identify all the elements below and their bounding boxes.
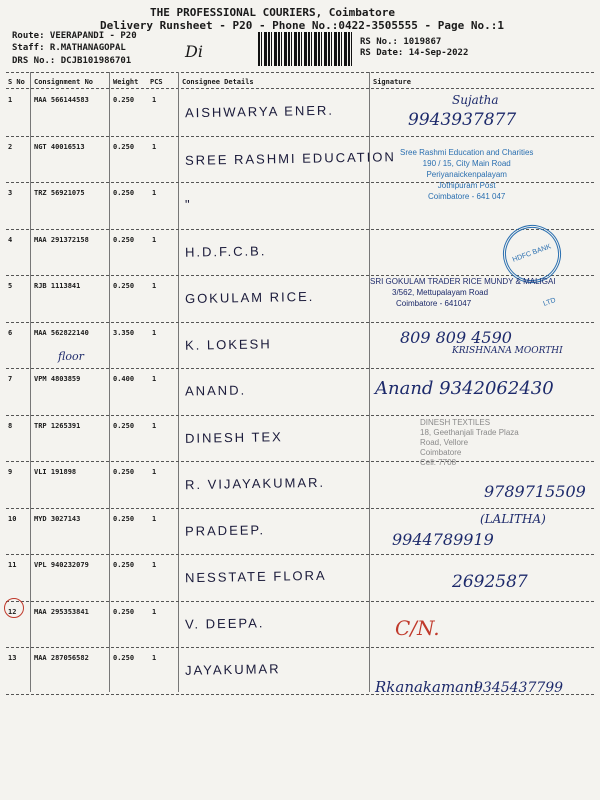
row-pcs: 1 [152,189,157,197]
row-sno: 3 [8,189,13,197]
sig-r13-name: Rkanakamani [375,678,479,696]
row-weight: 0.250 [113,468,135,476]
note-r6: floor [58,350,84,363]
route-label: Route: VEERAPANDI - P20 [12,31,137,41]
header-rule [6,72,594,73]
sig-r6-name: KRISHNANA MOORTHI [452,346,563,356]
row-pcs: 1 [152,468,157,476]
row-consignee: PRADEEP. [184,521,266,539]
dinesh-stamp: DINESH TEXTILES 18, Geethanjali Trade Plaza Road, Vellore Coimbatore Cell: 7708 [420,418,519,467]
row-consignment-no: TRZ 56921075 [34,189,85,197]
row-consignee: V. DEEPA. [184,614,265,632]
row-consignment-no: NGT 40016513 [34,142,85,151]
row-consignee: SREE RASHMI EDUCATION [184,148,396,168]
row-sno: 9 [8,468,13,476]
row-consignment-no: MAA 287056582 [34,654,89,662]
sig-r11: 2692587 [452,572,528,592]
row-sno: 1 [8,96,13,104]
row-sno: 5 [8,282,13,290]
row-weight: 0.250 [113,607,135,616]
row-pcs: 1 [152,96,157,104]
row-consignment-no: VPL 940232079 [34,561,89,569]
row-sno: 7 [8,375,13,383]
row-consignee: K. LOKESH [184,335,272,353]
row-sno: 13 [8,654,17,662]
bank-stamp: HDFC BANK LTD [495,217,569,291]
row-12-circle-mark [4,598,24,618]
row-consignment-no: VLI 191898 [34,468,77,476]
row-consignee: " [184,196,192,213]
row-consignment-no: MYD 3027143 [34,514,81,523]
row-weight: 0.250 [113,96,135,104]
sig-r12: C/N. [395,616,440,640]
header-rule-bottom [6,88,594,89]
row-sno: 6 [8,328,13,337]
row-weight: 0.250 [113,421,135,430]
table-row [0,602,600,648]
row-pcs: 1 [152,654,157,662]
row-weight: 0.250 [113,654,135,662]
row-pcs: 1 [152,607,157,616]
row-pcs: 1 [152,142,157,151]
row-sno: 2 [8,142,13,151]
row-weight: 0.250 [113,189,135,197]
row-consignment-no: RJB 1113841 [34,282,81,290]
col-pcs: PCS [150,78,163,86]
row-consignee: H.D.F.C.B. [184,242,267,260]
row-pcs: 1 [152,328,157,337]
drs-number: DRS No.: DCJB101986701 [12,56,132,66]
sig-r7: Anand 9342062430 [375,378,554,399]
row-pcs: 1 [152,561,157,569]
sig-r6-phone: 809 809 4590 [400,328,512,347]
row-consignee: ANAND. [184,382,247,399]
company-name: THE PROFESSIONAL COURIERS, Coimbatore [150,6,396,19]
rashmi-stamp: Sree Rashmi Education and Charities 190 / 15, City Main Road Periyanaickenpalayam Jothipuram Post Coimbatore - 641 047 [400,148,534,201]
row-consignment-no: MAA 562822140 [34,328,89,337]
runsheet-title: Delivery Runsheet - P20 - Phone No.:0422-3505555 - Page No.:1 [100,19,504,32]
row-consignment-no: MAA 566144583 [34,96,89,104]
sig-r10-name: (LALITHA) [480,512,546,526]
row-pcs: 1 [152,375,157,383]
row-pcs: 1 [152,514,157,523]
row-consignee: NESSTATE FLORA [184,567,327,586]
row-sno: 11 [8,561,17,569]
row-weight: 0.250 [113,235,135,244]
row-pcs: 1 [152,235,157,244]
row-consignee: AISHWARYA ENER. [184,102,335,121]
row-pcs: 1 [152,421,157,430]
row-weight: 0.250 [113,282,135,290]
row-consignee: DINESH TEX [184,428,283,446]
rs-date: RS Date: 14-Sep-2022 [360,48,469,58]
barcode [258,32,354,66]
sig-r10-phone: 9944789919 [392,530,494,549]
row-consignment-no: MAA 295353841 [34,607,89,616]
row-weight: 0.250 [113,514,135,523]
sig-r1-name: Sujatha [452,93,499,107]
row-weight: 0.400 [113,375,135,383]
row-consignment-no: TRP 1265391 [34,421,81,430]
col-weight: Weight [113,78,139,86]
col-consignee: Consignee Details [182,78,254,86]
col-sno: S No [8,78,25,86]
col-signature: Signature [373,78,411,86]
col-consignment: Consignment No [34,78,94,86]
row-consignee: GOKULAM RICE. [184,288,315,307]
row-weight: 0.250 [113,561,135,569]
sig-r9: 9789715509 [484,482,586,501]
row-weight: 0.250 [113,142,135,151]
row-sno: 8 [8,421,13,430]
staff-signature: Di [185,42,203,61]
sig-r1-phone: 9943937877 [408,110,517,130]
row-consignment-no: MAA 291372158 [34,235,89,244]
row-pcs: 1 [152,282,157,290]
row-sno: 12 [8,607,17,616]
row-consignment-no: VPM 4803859 [34,375,81,383]
sig-r13-phone: 9345437799 [474,680,564,696]
row-weight: 3.350 [113,328,135,337]
gokulam-stamp: SRI GOKULAM TRADER RICE MUNDY & MALIGAI 3/562, Mettupalayam Road Coimbatore - 641047 [370,277,556,308]
row-sno: 10 [8,514,17,523]
row-consignee: JAYAKUMAR [184,661,281,678]
staff-label: Staff: R.MATHANAGOPAL [12,43,126,53]
row-consignee: R. VIJAYAKUMAR. [184,474,326,493]
row-sno: 4 [8,235,13,244]
rs-number: RS No.: 1019867 [360,37,442,47]
